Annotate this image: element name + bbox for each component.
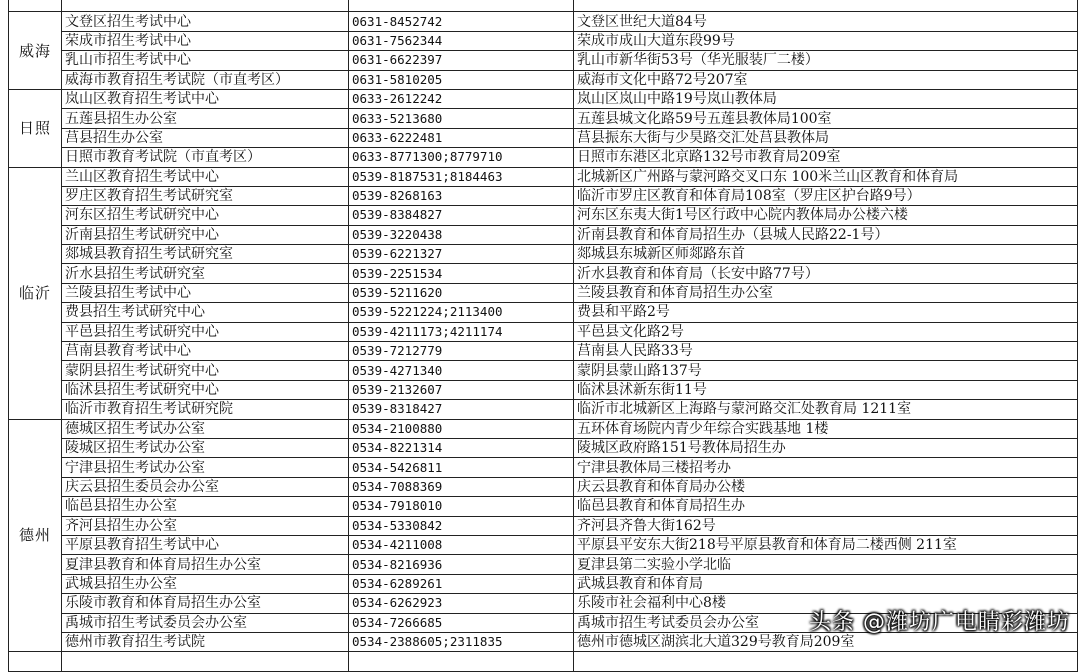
- address-cell: 乳山市新华街53号（华光服装厂二楼）: [574, 51, 1078, 70]
- table-row: [9, 109, 1078, 128]
- phone-cell: 0539-8268163: [349, 186, 574, 205]
- office-name-cell: 沂南县招生考试研究中心: [62, 225, 349, 244]
- office-name-cell: 德州市教育招生考试院: [62, 632, 349, 651]
- table-row: [9, 128, 1078, 147]
- office-name-cell: 乐陵市教育和体育局招生办公室: [62, 594, 349, 613]
- table-row: [9, 70, 1078, 89]
- table-row: [9, 264, 1078, 283]
- address-cell: 平邑县文化路2号: [574, 322, 1078, 341]
- address-cell: 陵城区政府路151号教体局招生办: [574, 438, 1078, 457]
- table-row: [9, 148, 1078, 167]
- office-name-cell: 德城区招生考试办公室: [62, 419, 349, 438]
- office-name-cell: 五莲县招生办公室: [62, 109, 349, 128]
- address-cell: 北城新区广州路与蒙河路交叉口东 100米兰山区教育和体育局: [574, 167, 1078, 186]
- phone-cell: 0539-8384827: [349, 206, 574, 225]
- table-row: [9, 438, 1078, 457]
- office-name-cell: 齐河县招生办公室: [62, 516, 349, 535]
- address-cell: [574, 0, 1078, 12]
- address-cell: 禹城市招生考试委员会办公室: [574, 613, 1078, 632]
- address-cell: 临沂市罗庄区教育和体育局108室（罗庄区护台路9号）: [574, 186, 1078, 205]
- phone-cell: 0539-4211173;4211174: [349, 322, 574, 341]
- office-name-cell: 莒南县教育考试中心: [62, 342, 349, 361]
- office-name-cell: 庆云县招生委员会办公室: [62, 477, 349, 496]
- address-cell: 文登区世纪大道84号: [574, 12, 1078, 31]
- table-row: [9, 342, 1078, 361]
- phone-cell: 0539-2251534: [349, 264, 574, 283]
- table-row: [9, 555, 1078, 574]
- phone-cell: [349, 0, 574, 12]
- table-row: [9, 380, 1078, 399]
- address-cell: 庆云县教育和体育局办公楼: [574, 477, 1078, 496]
- phone-cell: 0539-5221224;2113400: [349, 303, 574, 322]
- table-row: [9, 516, 1078, 535]
- phone-cell: 0534-7918010: [349, 497, 574, 516]
- phone-cell: 0534-4211008: [349, 535, 574, 554]
- office-name-cell: 日照市教育考试院（市直考区）: [62, 148, 349, 167]
- phone-cell: 0539-8318427: [349, 400, 574, 419]
- address-cell: 莒南县人民路33号: [574, 342, 1078, 361]
- office-name-cell: [62, 652, 349, 671]
- address-cell: 临沂市北城新区上海路与蒙河路交汇处教育局 1211室: [574, 400, 1078, 419]
- address-cell: 武城县教育和体育局: [574, 574, 1078, 593]
- phone-cell: 0539-6221327: [349, 245, 574, 264]
- phone-cell: 0631-7562344: [349, 31, 574, 50]
- office-name-cell: 临邑县招生办公室: [62, 497, 349, 516]
- phone-cell: 0534-8221314: [349, 438, 574, 457]
- table-row: [9, 477, 1078, 496]
- city-cell: [9, 652, 62, 671]
- office-name-cell: 兰陵县招生考试中心: [62, 283, 349, 302]
- phone-cell: 0631-8452742: [349, 12, 574, 31]
- table-row: [9, 245, 1078, 264]
- address-cell: 夏津县第二实验小学北临: [574, 555, 1078, 574]
- phone-cell: 0539-4271340: [349, 361, 574, 380]
- office-name-cell: 荣成市招生考试中心: [62, 31, 349, 50]
- address-cell: 日照市东港区北京路132号市教育局209室: [574, 148, 1078, 167]
- city-cell: [9, 0, 62, 12]
- table-row: [9, 419, 1078, 438]
- office-name-cell: [62, 0, 349, 12]
- office-name-cell: 郯城县教育招生考试研究室: [62, 245, 349, 264]
- city-cell: 德州: [9, 419, 62, 652]
- address-cell: 五环体育场院内青少年综合实践基地 1楼: [574, 419, 1078, 438]
- office-name-cell: 夏津县教育和体育局招生办公室: [62, 555, 349, 574]
- address-cell: 平原县平安东大街218号平原县教育和体育局二楼西侧 211室: [574, 535, 1078, 554]
- table-row: [9, 89, 1078, 108]
- office-name-cell: 沂水县招生考试研究室: [62, 264, 349, 283]
- office-name-cell: 蒙阴县招生考试研究中心: [62, 361, 349, 380]
- table-row: [9, 283, 1078, 302]
- table-row: [9, 458, 1078, 477]
- city-cell: 威海: [9, 12, 62, 90]
- table-row: [9, 167, 1078, 186]
- table-row: [9, 303, 1078, 322]
- address-cell: 沂水县教育和体育局（长安中路77号）: [574, 264, 1078, 283]
- address-cell: 威海市文化中路72号207室: [574, 70, 1078, 89]
- table-row: [9, 12, 1078, 31]
- address-cell: 兰陵县教育和体育局招生办公室: [574, 283, 1078, 302]
- phone-cell: 0534-6289261: [349, 574, 574, 593]
- address-cell: 沂南县教育和体育局招生办（县城人民路22-1号）: [574, 225, 1078, 244]
- address-cell: 五莲县城文化路59号五莲县教体局100室: [574, 109, 1078, 128]
- phone-cell: 0539-5211620: [349, 283, 574, 302]
- phone-cell: 0534-5426811: [349, 458, 574, 477]
- phone-cell: 0633-8771300;8779710: [349, 148, 574, 167]
- phone-cell: [349, 652, 574, 671]
- table-row: [9, 497, 1078, 516]
- phone-cell: 0534-2100880: [349, 419, 574, 438]
- office-name-cell: 平原县教育招生考试中心: [62, 535, 349, 554]
- office-name-cell: 平邑县招生考试研究中心: [62, 322, 349, 341]
- city-cell: 临沂: [9, 167, 62, 419]
- table-row: [9, 225, 1078, 244]
- address-cell: 蒙阴县蒙山路137号: [574, 361, 1078, 380]
- office-name-cell: 文登区招生考试中心: [62, 12, 349, 31]
- phone-cell: 0534-8216936: [349, 555, 574, 574]
- address-cell: 德州市德城区湖滨北大道329号教育局209室: [574, 632, 1078, 651]
- address-cell: [574, 652, 1078, 671]
- phone-cell: 0539-2132607: [349, 380, 574, 399]
- office-name-cell: 陵城区招生考试办公室: [62, 438, 349, 457]
- office-name-cell: 河东区招生考试研究中心: [62, 206, 349, 225]
- table-row: [9, 574, 1078, 593]
- phone-cell: 0539-3220438: [349, 225, 574, 244]
- phone-cell: 0633-5213680: [349, 109, 574, 128]
- address-cell: 郯城县东城新区师郯路东首: [574, 245, 1078, 264]
- address-cell: 河东区东夷大街1号区行政中心院内教体局办公楼六楼: [574, 206, 1078, 225]
- phone-cell: 0534-7088369: [349, 477, 574, 496]
- city-cell: 日照: [9, 89, 62, 167]
- office-name-cell: 禹城市招生考试委员会办公室: [62, 613, 349, 632]
- table-row: [9, 0, 1078, 12]
- address-cell: 莒县振东大街与少昊路交汇处莒县教体局: [574, 128, 1078, 147]
- table-row: [9, 652, 1078, 671]
- address-cell: 乐陵市社会福利中心8楼: [574, 594, 1078, 613]
- table-row: [9, 51, 1078, 70]
- phone-cell: 0534-5330842: [349, 516, 574, 535]
- address-cell: 宁津县教体局三楼招考办: [574, 458, 1078, 477]
- table-row: [9, 400, 1078, 419]
- office-name-cell: 威海市教育招生考试院（市直考区）: [62, 70, 349, 89]
- phone-cell: 0539-7212779: [349, 342, 574, 361]
- phone-cell: 0631-5810205: [349, 70, 574, 89]
- office-name-cell: 临沂市教育招生考试研究院: [62, 400, 349, 419]
- office-name-cell: 临沭县招生考试研究中心: [62, 380, 349, 399]
- phone-cell: 0631-6622397: [349, 51, 574, 70]
- office-name-cell: 乳山市招生考试中心: [62, 51, 349, 70]
- address-cell: 临邑县教育和体育局招生办: [574, 497, 1078, 516]
- phone-cell: 0633-6222481: [349, 128, 574, 147]
- table-row: [9, 361, 1078, 380]
- office-name-cell: 费县招生考试研究中心: [62, 303, 349, 322]
- watermark-text: 头条 @潍坊广电睛彩潍坊: [809, 610, 1070, 635]
- address-cell: 岚山区岚山中路19号岚山教体局: [574, 89, 1078, 108]
- table-row: [9, 31, 1078, 50]
- address-cell: 荣成市成山大道东段99号: [574, 31, 1078, 50]
- table-row: [9, 322, 1078, 341]
- office-name-cell: 莒县招生办公室: [62, 128, 349, 147]
- office-name-cell: 岚山区教育招生考试中心: [62, 89, 349, 108]
- phone-cell: 0534-6262923: [349, 594, 574, 613]
- office-name-cell: 宁津县招生考试办公室: [62, 458, 349, 477]
- contact-table: [8, 0, 1078, 672]
- phone-cell: 0633-2612242: [349, 89, 574, 108]
- phone-cell: 0534-7266685: [349, 613, 574, 632]
- address-cell: 费县和平路2号: [574, 303, 1078, 322]
- table-row: [9, 206, 1078, 225]
- office-name-cell: 武城县招生办公室: [62, 574, 349, 593]
- office-name-cell: 罗庄区教育招生考试研究室: [62, 186, 349, 205]
- office-name-cell: 兰山区教育招生考试中心: [62, 167, 349, 186]
- phone-cell: 0534-2388605;2311835: [349, 632, 574, 651]
- table-row: [9, 535, 1078, 554]
- address-cell: 临沭县沭新东街11号: [574, 380, 1078, 399]
- phone-cell: 0539-8187531;8184463: [349, 167, 574, 186]
- table-row: [9, 186, 1078, 205]
- contact-table-body: [9, 0, 1078, 671]
- address-cell: 齐河县齐鲁大街162号: [574, 516, 1078, 535]
